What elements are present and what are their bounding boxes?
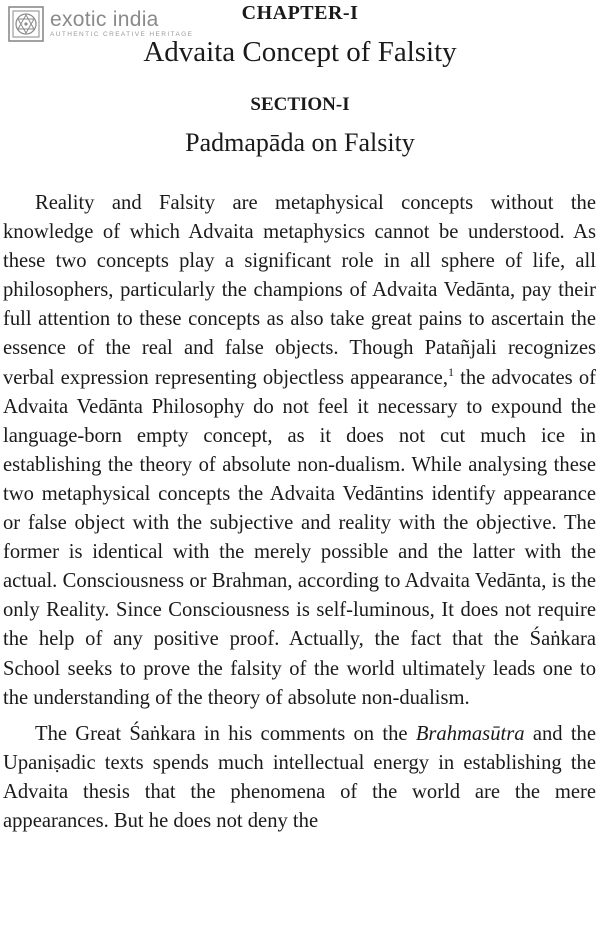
section-title: Padmapāda on Falsity — [185, 128, 415, 157]
chapter-title: Advaita Concept of Falsity — [143, 36, 457, 68]
logo-tagline: AUTHENTIC CREATIVE HERITAGE — [50, 31, 194, 39]
paragraph — [3, 720, 596, 836]
chapter-label: CHAPTER-I — [241, 2, 359, 24]
section-label: SECTION-I — [250, 94, 350, 115]
italic-text: Brahmasūtra — [415, 722, 525, 745]
text-segment: The Great Śaṅkara in his comments on the — [35, 722, 416, 745]
text-segment: the advocates of Advaita Vedānta Philosophy do not feel it necessary to expound the language-born empty concept, as it does not cut much ice in establishing the theory of absolute non-dualism. While analysing these two metaphysical concepts the Advaita Vedāntins identify appearance or false object with the subjective and reality with the objective. The former is identical with the merely possible and the latter with the actual. Consciousness or Brahman, according to Advaita Vedānta, is the only Reality. Since Consciousness is self-luminous, It does not require the help of any positive proof. Actually, the fact that the Śaṅkara School seeks to prove the falsity of the world ultimately leads one to the understanding of the theory of absolute non-dualism. — [3, 366, 596, 709]
paragraph — [3, 189, 596, 713]
body-text — [3, 189, 596, 843]
text-segment: and the Upaniṣadic texts spends much intellectual energy in establishing the Advaita thesis that the phenomena of the world are the mere appearances. But he does not deny the — [3, 722, 596, 832]
footnote-ref[interactable]: 1 — [447, 364, 454, 379]
text-segment: Reality and Falsity are metaphysical concepts without the knowledge of which Advaita metaphysics cannot be understood. As these two concepts play a significant role in all sphere of life, all philosophers, particularly the champions of Advaita Vedānta, pay their full attention to these concepts as also take great pains to ascertain the essence of the real and false objects. Though Patañjali recognizes verbal expression representing objectless appearance, — [3, 192, 596, 389]
logo-name: exotic india — [50, 8, 159, 32]
